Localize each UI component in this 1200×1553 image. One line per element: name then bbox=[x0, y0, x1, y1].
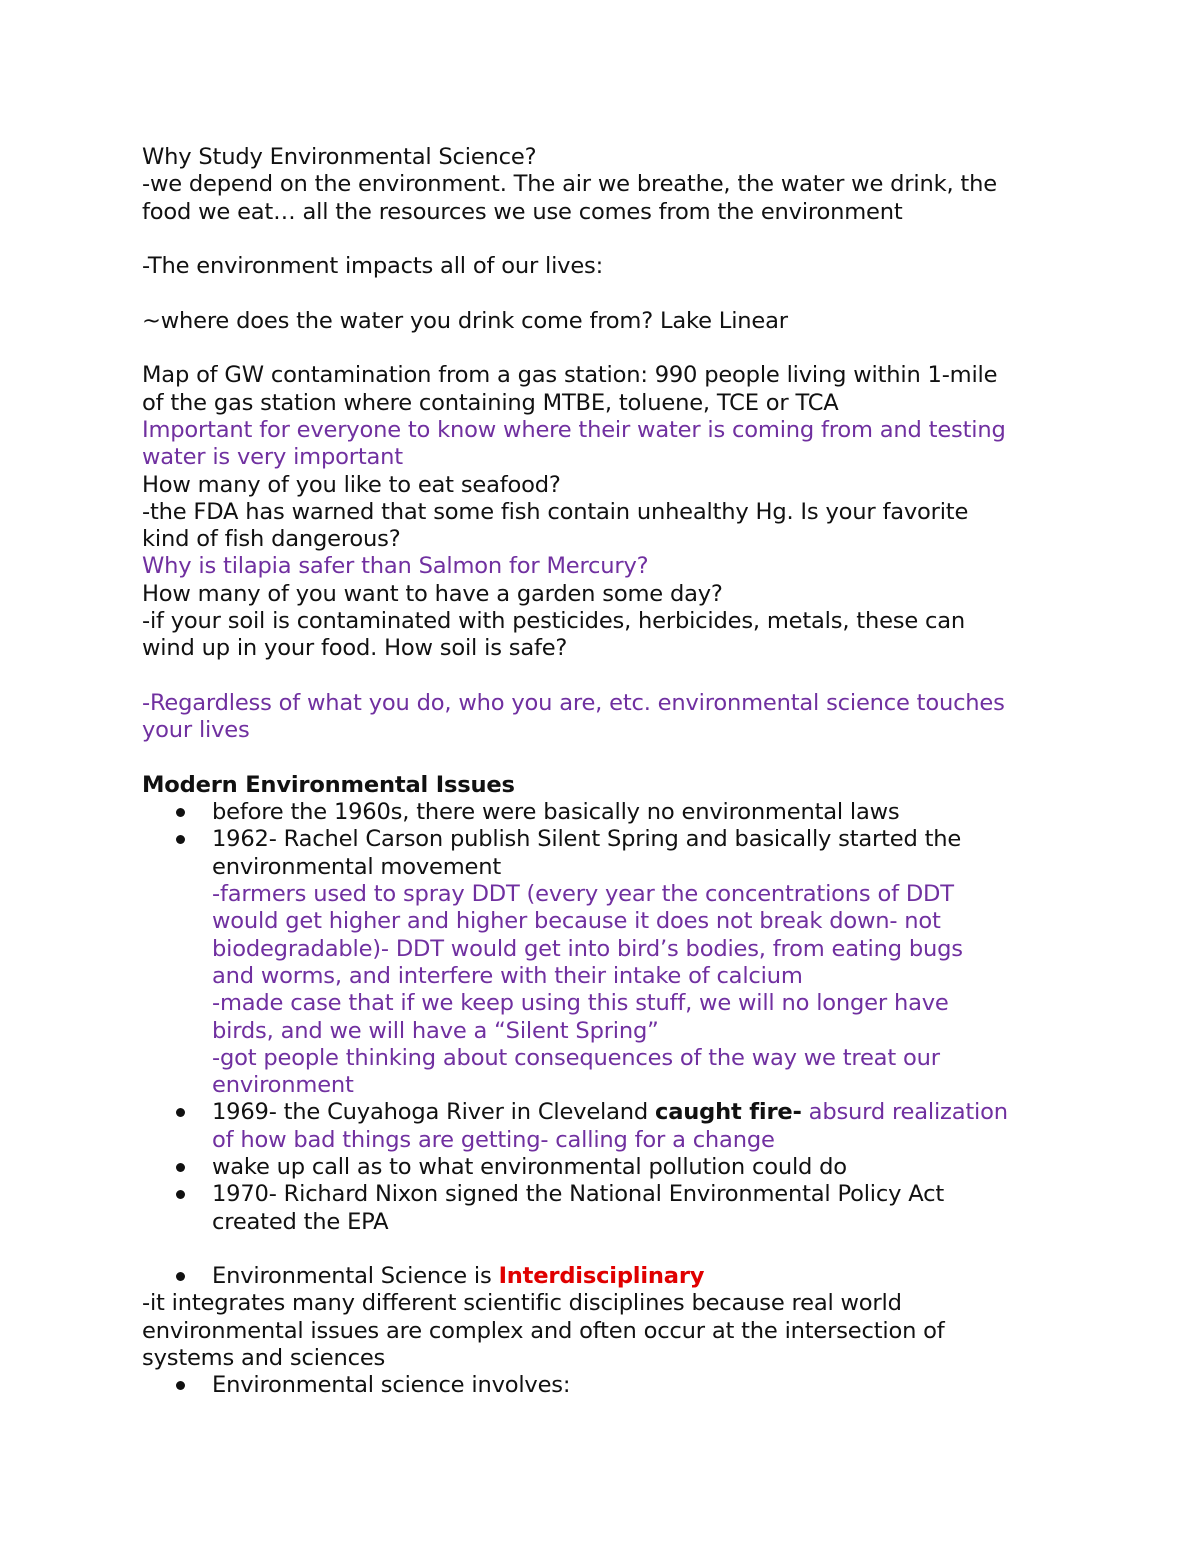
paragraph-line: -it integrates many different scientific disciplines because real world bbox=[142, 1290, 902, 1317]
list-item-note: of how bad things are getting- calling for a change bbox=[212, 1126, 775, 1153]
paragraph-line: Map of GW contamination from a gas station: 990 people living within 1-mile bbox=[142, 362, 998, 389]
bullet-icon bbox=[176, 835, 185, 844]
list-item-note: environment bbox=[212, 1072, 354, 1099]
list-item-note: birds, and we will have a “Silent Spring” bbox=[212, 1017, 659, 1044]
blank-line bbox=[142, 745, 1062, 772]
paragraph-line: ~where does the water you drink come from? Lake Linear bbox=[142, 307, 788, 334]
paragraph-line: of the gas station where containing MTBE, toluene, TCE or TCA bbox=[142, 389, 839, 416]
list-item bbox=[142, 1154, 1062, 1181]
document-page bbox=[142, 144, 1062, 1400]
paragraph-line: -the FDA has warned that some fish contain unhealthy Hg. Is your favorite bbox=[142, 498, 969, 525]
list-item bbox=[142, 826, 1062, 1099]
blank-line bbox=[142, 663, 1062, 690]
list-item-note: -farmers used to spray DDT (every year the concentrations of DDT bbox=[212, 881, 954, 908]
paragraph-line: -The environment impacts all of our lives: bbox=[142, 253, 604, 280]
bullet-icon bbox=[176, 1108, 185, 1117]
blank-line bbox=[142, 1236, 1062, 1263]
list-item-text: 1962- Rachel Carson publish Silent Spring and basically started the bbox=[212, 826, 962, 853]
paragraph-line: -if your soil is contaminated with pesticides, herbicides, metals, these can bbox=[142, 608, 966, 635]
bullet-icon bbox=[176, 1190, 185, 1199]
paragraph-line: systems and sciences bbox=[142, 1345, 386, 1372]
bullet-list bbox=[142, 1263, 1062, 1290]
note-line: Important for everyone to know where their water is coming from and testing bbox=[142, 416, 1006, 443]
paragraph-line: kind of fish dangerous? bbox=[142, 526, 401, 553]
list-item-note: would get higher and higher because it does not break down- not bbox=[212, 908, 941, 935]
paragraph-line: -we depend on the environment. The air we breathe, the water we drink, the bbox=[142, 171, 997, 198]
paragraph-line: environmental issues are complex and often occur at the intersection of bbox=[142, 1317, 945, 1344]
list-item-text-start: 1969- the Cuyahoga River in Cleveland bbox=[212, 1099, 656, 1126]
list-item bbox=[142, 1181, 1062, 1236]
list-item-text: wake up call as to what environmental pollution could do bbox=[212, 1153, 847, 1180]
blank-line bbox=[142, 280, 1062, 307]
section-title: Why Study Environmental Science? bbox=[142, 144, 537, 170]
highlight-text: Interdisciplinary bbox=[498, 1263, 705, 1290]
note-line: -Regardless of what you do, who you are, etc. environmental science touches bbox=[142, 689, 1005, 716]
bullet-list bbox=[142, 1372, 1062, 1399]
paragraph-line: How many of you like to eat seafood? bbox=[142, 471, 561, 498]
paragraph-line: How many of you want to have a garden some day? bbox=[142, 580, 723, 607]
bullet-icon bbox=[176, 1163, 185, 1172]
blank-line bbox=[142, 335, 1062, 362]
list-item-text: created the EPA bbox=[212, 1208, 389, 1235]
list-item-text bbox=[212, 1099, 1062, 1126]
list-item bbox=[142, 799, 1062, 826]
list-item bbox=[142, 1372, 1062, 1399]
bullet-icon bbox=[176, 808, 185, 817]
note-line: your lives bbox=[142, 717, 250, 744]
paragraph-line: wind up in your food. How soil is safe? bbox=[142, 635, 568, 662]
emphasis-text: caught fire- bbox=[655, 1099, 802, 1126]
list-item-note: and worms, and interfere with their intake of calcium bbox=[212, 962, 803, 989]
paragraph-line: food we eat… all the resources we use comes from the environment bbox=[142, 198, 903, 225]
bullet-icon bbox=[176, 1272, 185, 1281]
list-item bbox=[142, 1263, 1062, 1290]
list-item-text bbox=[212, 1263, 1062, 1290]
list-item-note: -got people thinking about consequences of the way we treat our bbox=[212, 1044, 940, 1071]
blank-line bbox=[142, 226, 1062, 253]
note-line: Why is tilapia safer than Salmon for Mercury? bbox=[142, 553, 649, 580]
list-item-note: biodegradable)- DDT would get into bird’s bodies, from eating bugs bbox=[212, 935, 963, 962]
note-line: water is very important bbox=[142, 444, 403, 471]
bullet-list bbox=[142, 799, 1062, 1236]
list-item-note: -made case that if we keep using this stuff, we will no longer have bbox=[212, 990, 949, 1017]
list-item-text: Environmental science involves: bbox=[212, 1372, 571, 1399]
list-item bbox=[142, 1099, 1062, 1154]
section-heading: Modern Environmental Issues bbox=[142, 771, 515, 798]
list-item-text-start: Environmental Science is bbox=[212, 1263, 499, 1290]
list-item-text: 1970- Richard Nixon signed the National Environmental Policy Act bbox=[212, 1181, 944, 1208]
list-item-text: environmental movement bbox=[212, 853, 501, 880]
list-item-text: before the 1960s, there were basically no environmental laws bbox=[212, 799, 900, 826]
list-item-note: absurd realization bbox=[801, 1099, 1008, 1126]
bullet-icon bbox=[176, 1381, 185, 1390]
